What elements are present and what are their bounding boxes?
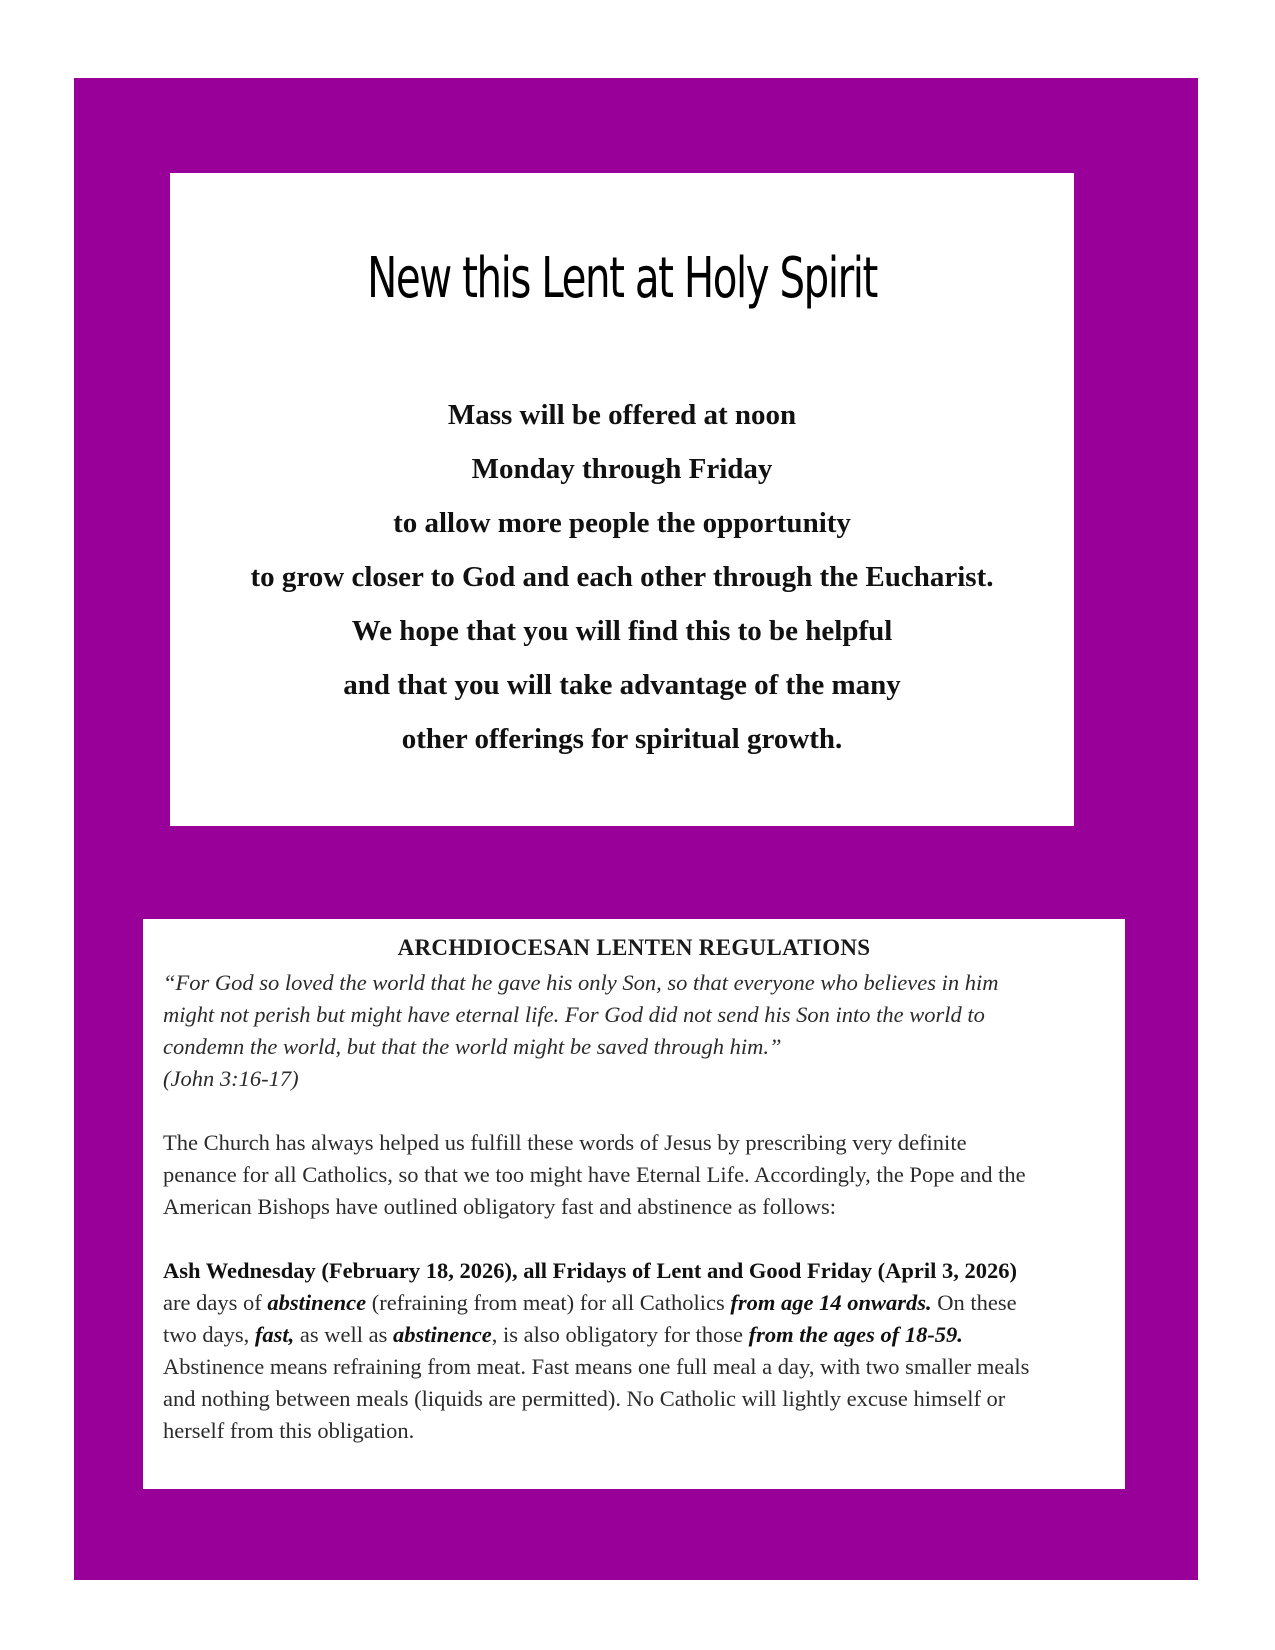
message-line: to grow closer to God and each other through the Eucharist. (250, 561, 994, 593)
quote-citation: (John 3:16-17) (163, 1066, 299, 1091)
announcement-card (170, 173, 1074, 826)
paragraph-line: two days, fast, as well as abstinence, is also obligatory for those from the ages of 18-59. (163, 1322, 963, 1347)
regulations-paragraph-1 (163, 1127, 1113, 1223)
quote-line: might not perish but might have eternal life. For God did not send his Son into the world to (163, 1002, 985, 1027)
dates-line: Ash Wednesday (February 18, 2026), all Fridays of Lent and Good Friday (April 3, 2026) (163, 1258, 1018, 1283)
announcement-headline: New this Lent at Holy Spirit (367, 246, 877, 311)
paragraph-line: are days of abstinence (refraining from meat) for all Catholics from age 14 onwards. On these (163, 1290, 1017, 1315)
message-line: Monday through Friday (471, 453, 773, 485)
paragraph-line: Abstinence means refraining from meat. Fast means one full meal a day, with two smaller meals (163, 1354, 1030, 1379)
paragraph-line: American Bishops have outlined obligatory fast and abstinence as follows: (163, 1194, 836, 1219)
quote-line: condemn the world, but that the world might be saved through him.” (163, 1034, 782, 1059)
message-line: and that you will take advantage of the many (343, 669, 901, 701)
regulations-body (163, 967, 1113, 1447)
scripture-quote (163, 967, 1113, 1095)
quote-line: “For God so loved the world that he gave his only Son, so that everyone who believes in him (163, 970, 999, 995)
regulations-paragraph-2 (163, 1255, 1113, 1447)
message-line: Mass will be offered at noon (447, 399, 797, 431)
regulations-card (143, 919, 1125, 1489)
message-line: to allow more people the opportunity (393, 507, 851, 539)
paragraph-line: and nothing between meals (liquids are permitted). No Catholic will lightly excuse himself or (163, 1386, 1006, 1411)
message-line: other offerings for spiritual growth. (401, 723, 843, 755)
paragraph-line: penance for all Catholics, so that we too might have Eternal Life. Accordingly, the Pope and the (163, 1162, 1026, 1187)
paragraph-line: The Church has always helped us fulfill these words of Jesus by prescribing very definite (163, 1130, 967, 1155)
announcement-message (170, 388, 1074, 766)
regulations-title: ARCHDIOCESAN LENTEN REGULATIONS (397, 935, 871, 960)
paragraph-line: herself from this obligation. (163, 1418, 415, 1443)
message-line: We hope that you will find this to be helpful (351, 615, 893, 647)
